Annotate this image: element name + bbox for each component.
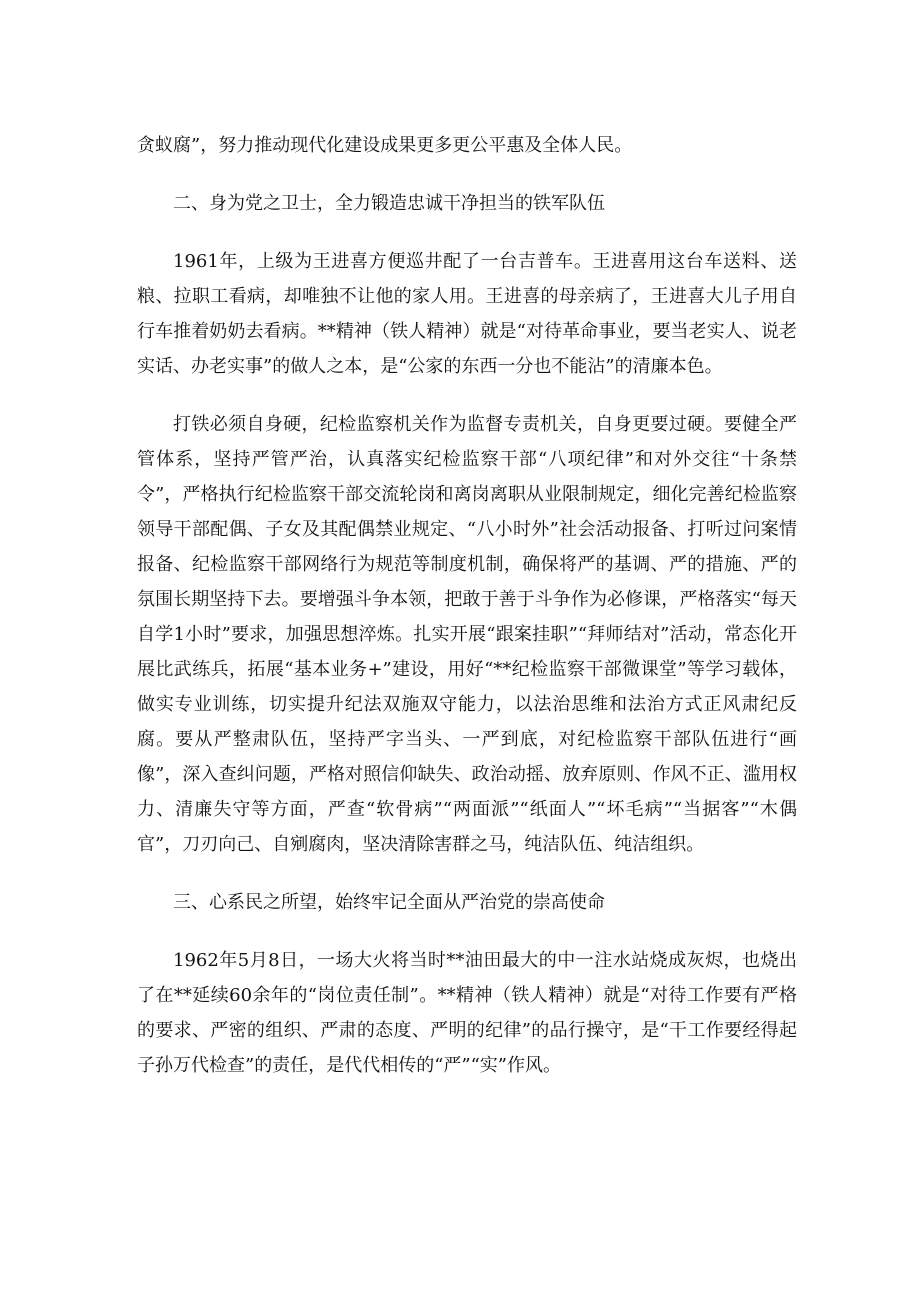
paragraph-fire-story: 1962年5月8日，一场大火将当时**油田最大的中一注水站烧成灰烬，也烧出了在**延续60余年的“岗位责任制”。**精神（铁人精神）就是“对待工作要有严格的要求、严密的组织、严肃的态度、严明的纪律”的品行操守，是“干工作要经得起子孙万代检查”的责任，是代代相传的“严”“实”作风。 xyxy=(137,950,797,1076)
paragraph-continuation: 贪蚁腐”，努力推动现代化建设成果更多更公平惠及全体人民。 xyxy=(137,135,633,156)
paragraph-jeep-story: 1961年，上级为王进喜方便巡井配了一台吉普车。王进喜用这台车送料、送粮、拉职工看病，却唯独不让他的家人用。王进喜的母亲病了，王进喜大儿子用自行车推着奶奶去看病。**精神（铁人精神）就是“对待革命事业，要当老实人、说老实话、办老实事”的做人之本，是“公家的东西一分也不能沾”的清廉本色。 xyxy=(137,251,797,377)
paragraph-self-discipline: 打铁必须自身硬，纪检监察机关作为监督专责机关，自身更要过硬。要健全严管体系，坚持严管严治，认真落实纪检监察干部“八项纪律”和对外交往“十条禁令”，严格执行纪检监察干部交流轮岗和离岗离职从业限制规定，细化完善纪检监察领导干部配偶、子女及其配偶禁业规定、“八小时外”社会活动报备、打听过问案情报备、纪检监察干部网络行为规范等制度机制，确保将严的基调、严的措施、严的氛围长期坚持下去。要增强斗争本领，把敢于善于斗争作为必修课，严格落实“每天自学1小时”要求，加强思想淬炼。扎实开展“跟案挂职”“拜师结对”活动，常态化开展比武练兵，拓展“基本业务+”建设，用好“**纪检监察干部微课堂”等学习载体，做实专业训练，切实提升纪法双施双守能力，以法治思维和法治方式正风肃纪反腐。要从严整肃队伍，坚持严字当头、一严到底，对纪检监察干部队伍进行“画像”，深入查纠问题，严格对照信仰缺失、政治动摇、放弃原则、作风不正、滥用权力、清廉失守等方面，严查“软骨病”“两面派”“纸面人”“坏毛病”“当据客”“木偶官”，刀刃向己、自剜腐肉，坚决清除害群之马，纯洁队伍、纯洁组织。 xyxy=(137,414,797,855)
document-body xyxy=(137,128,797,1106)
section-heading-three: 三、心系民之所望，始终牢记全面从严治党的崇高使命 xyxy=(173,892,605,913)
section-heading-two: 二、身为党之卫士，全力锻造忠诚干净担当的铁军队伍 xyxy=(173,193,605,214)
